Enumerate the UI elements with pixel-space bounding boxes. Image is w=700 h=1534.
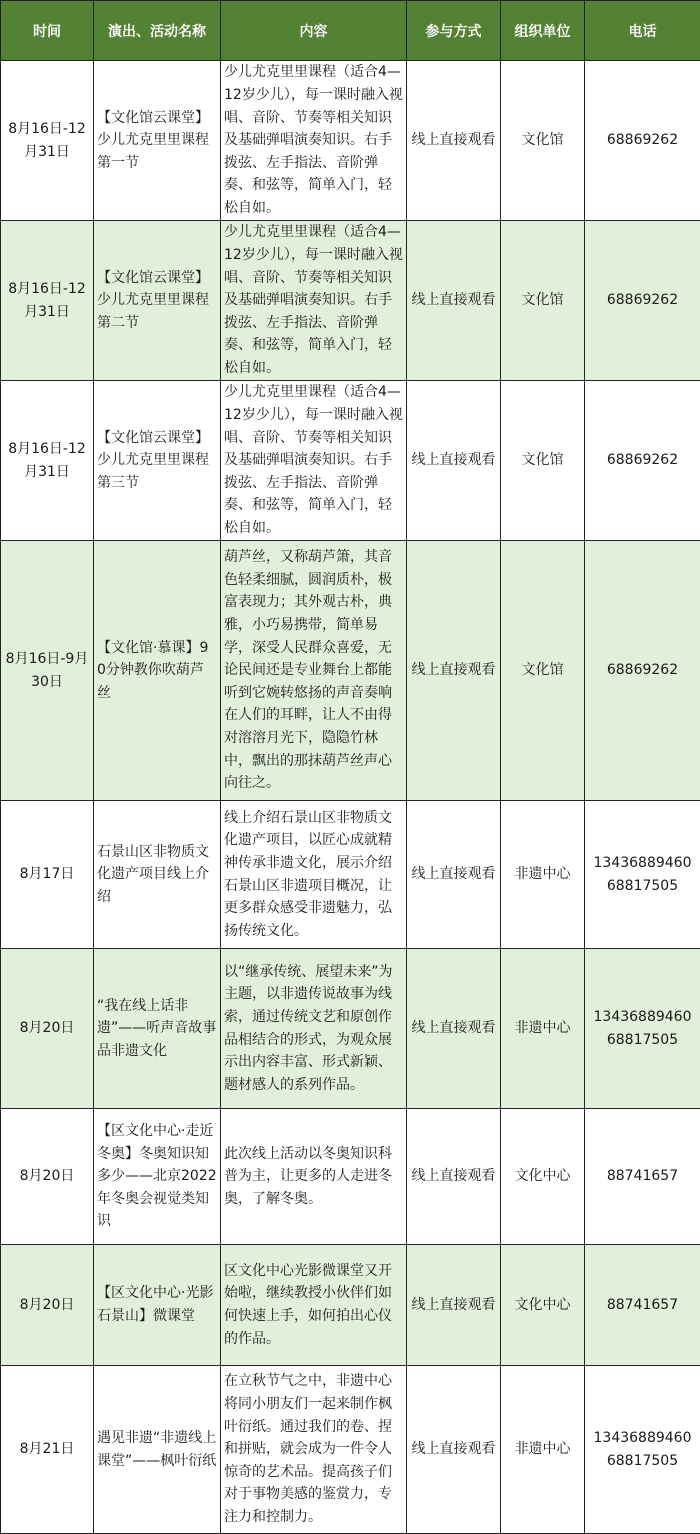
event-name-cell: 【文化馆云课堂】少儿尤克里里课程第三节	[94, 381, 221, 541]
organizer-cell: 文化馆	[501, 61, 585, 221]
phone-cell: 68869262	[585, 221, 700, 381]
organizer-cell: 文化馆	[501, 221, 585, 381]
phone-cell: 13436889460 68817505	[585, 801, 700, 949]
table-row	[1, 1366, 700, 1534]
organizer-cell: 文化中心	[501, 1109, 585, 1245]
table-row	[1, 541, 700, 801]
content-cell: 线上介绍石景山区非物质文化遗产项目，以匠心成就精神传承非遗文化，展示介绍石景山区非遗项目概况，让更多群众感受非遗魅力，弘扬传统文化。	[221, 801, 407, 949]
content-cell: 区文化中心光影微课堂又开始啦，继续教授小伙伴们如何快速上手，如何拍出心仪的作品。	[221, 1245, 407, 1366]
event-name-cell: “我在线上话非遗”——听声音故事品非遗文化	[94, 949, 221, 1109]
organizer-cell: 文化馆	[501, 541, 585, 801]
time-cell: 8月16日-9月30日	[1, 541, 94, 801]
time-cell: 8月16日-12月31日	[1, 61, 94, 221]
phone-cell: 88741657	[585, 1109, 700, 1245]
content-cell: 少儿尤克里里课程（适合4—12岁少儿），每一课时融入视唱、音阶、节奏等相关知识及基础弹唱演奏知识。右手拨弦、左手指法、音阶弹奏、和弦等，简单入门，轻松自如。	[221, 221, 407, 381]
organizer-cell: 文化中心	[501, 1245, 585, 1366]
time-cell: 8月16日-12月31日	[1, 221, 94, 381]
header-time: 时间	[1, 1, 94, 61]
content-cell: 少儿尤克里里课程（适合4—12岁少儿），每一课时融入视唱、音阶、节奏等相关知识及基础弹唱演奏知识。右手拨弦、左手指法、音阶弹奏、和弦等，简单入门，轻松自如。	[221, 61, 407, 221]
event-name-cell: 石景山区非物质文化遗产项目线上介绍	[94, 801, 221, 949]
content-cell: 此次线上活动以冬奥知识科普为主，让更多的人走进冬奥，了解冬奥。	[221, 1109, 407, 1245]
time-cell: 8月16日-12月31日	[1, 381, 94, 541]
phone-cell: 88741657	[585, 1245, 700, 1366]
organizer-cell: 非遗中心	[501, 1366, 585, 1534]
table-row	[1, 221, 700, 381]
participation-cell: 线上直接观看	[407, 1245, 501, 1366]
time-cell: 8月20日	[1, 1109, 94, 1245]
time-cell: 8月20日	[1, 1245, 94, 1366]
participation-cell: 线上直接观看	[407, 221, 501, 381]
event-name-cell: 【文化馆云课堂】少儿尤克里里课程第二节	[94, 221, 221, 381]
table-row	[1, 949, 700, 1109]
header-organizer: 组织单位	[501, 1, 585, 61]
event-name-cell: 【文化馆云课堂】少儿尤克里里课程第一节	[94, 61, 221, 221]
header-phone: 电话	[585, 1, 700, 61]
content-cell: 葫芦丝，又称葫芦箫，其音色轻柔细腻，圆润质朴，极富表现力；其外观古朴，典雅，小巧易携带，简单易学，深受人民群众喜爱，无论民间还是专业舞台上都能听到它婉转悠扬的声音奏响在人们的耳畔，让人不由得对溶溶月光下，隐隐竹林中，飘出的那抹葫芦丝声心向往之。	[221, 541, 407, 801]
participation-cell: 线上直接观看	[407, 541, 501, 801]
organizer-cell: 非遗中心	[501, 949, 585, 1109]
participation-cell: 线上直接观看	[407, 381, 501, 541]
table-row	[1, 381, 700, 541]
participation-cell: 线上直接观看	[407, 801, 501, 949]
phone-cell: 68869262	[585, 541, 700, 801]
participation-cell: 线上直接观看	[407, 1109, 501, 1245]
table-header-row	[1, 1, 700, 61]
event-name-cell: 遇见非遗“非遗线上课堂”——枫叶衍纸	[94, 1366, 221, 1534]
organizer-cell: 非遗中心	[501, 801, 585, 949]
header-content: 内容	[221, 1, 407, 61]
event-name-cell: 【区文化中心·走近冬奥】冬奥知识知多少——北京2022年冬奥会视觉类知识	[94, 1109, 221, 1245]
phone-cell: 13436889460 68817505	[585, 949, 700, 1109]
content-cell: 在立秋节气之中，非遗中心将同小朋友们一起来制作枫叶衍纸。通过我们的卷、捏和拼贴，就会成为一件令人惊奇的艺术品。提高孩子们对于事物美感的鉴赏力，专注力和控制力。	[221, 1366, 407, 1534]
header-event-name: 演出、活动名称	[94, 1, 221, 61]
event-name-cell: 【区文化中心·光影石景山】微课堂	[94, 1245, 221, 1366]
time-cell: 8月17日	[1, 801, 94, 949]
content-cell: 以“继承传统、展望未来”为主题，以非遗传说故事为线索，通过传统文艺和原创作品相结合的形式，为观众展示出内容丰富、形式新颖、题材感人的系列作品。	[221, 949, 407, 1109]
participation-cell: 线上直接观看	[407, 1366, 501, 1534]
table-row	[1, 1109, 700, 1245]
table-row	[1, 801, 700, 949]
event-name-cell: 【文化馆·慕课】90分钟教你吹葫芦丝	[94, 541, 221, 801]
participation-cell: 线上直接观看	[407, 949, 501, 1109]
phone-cell: 68869262	[585, 381, 700, 541]
header-participation: 参与方式	[407, 1, 501, 61]
time-cell: 8月21日	[1, 1366, 94, 1534]
time-cell: 8月20日	[1, 949, 94, 1109]
table-row	[1, 61, 700, 221]
phone-cell: 68869262	[585, 61, 700, 221]
organizer-cell: 文化馆	[501, 381, 585, 541]
phone-cell: 13436889460 68817505	[585, 1366, 700, 1534]
table-row	[1, 1245, 700, 1366]
content-cell: 少儿尤克里里课程（适合4—12岁少儿），每一课时融入视唱、音阶、节奏等相关知识及基础弹唱演奏知识。右手拨弦、左手指法、音阶弹奏、和弦等，简单入门，轻松自如。	[221, 381, 407, 541]
participation-cell: 线上直接观看	[407, 61, 501, 221]
